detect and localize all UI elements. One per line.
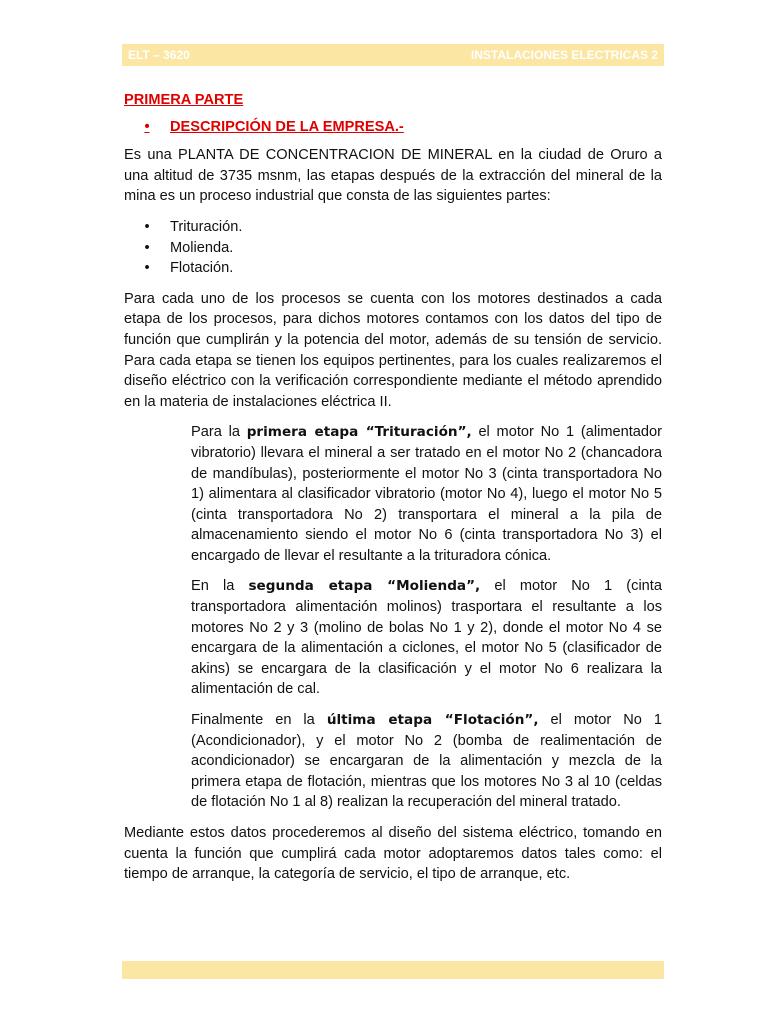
part-heading: PRIMERA PARTE (124, 92, 244, 108)
bullet-icon: • (144, 260, 150, 277)
processes-paragraph: Para cada uno de los procesos se cuenta con los motores destinados a cada etapa de los procesos, para dichos motores contamos con los datos del tipo de función que cumplirán y la potencia del motor, además de su tensión de servicio. Para cada etapa se tienen los equipos pertinentes, para los cuales realizaremos el diseño eléctrico con la verificación correspondiente mediante el método aprendido en la materia de instalaciones eléctrica II. (124, 290, 662, 410)
document-body (124, 90, 662, 895)
closing-paragraph: Mediante estos datos procederemos al diseño del sistema eléctrico, tomando en cuenta la función que cumplirá cada motor adoptaremos datos tales como: el tiempo de arranque, la categoría de servicio, el tipo de arranque, etc. (124, 825, 662, 883)
bullet-icon: • (144, 218, 150, 235)
list-item: • Molienda. (124, 238, 662, 259)
stage3-keyword: última etapa “Flotación”, (326, 712, 539, 729)
stage3-paragraph: Finalmente en la última etapa “Flotación”, el motor No 1 (Acondicionador), y el motor No 2 (bomba de realimentación de acondicionador) se encargaran de la alimentación y mezcla de la primera etapa de flotación, mientras que los motores No 3 al 10 (celdas de flotación No 1 al 8) realizan la recuperación del mineral tratado. (191, 712, 662, 811)
bullet-icon: • (144, 239, 150, 256)
bullet-icon: • (144, 118, 150, 135)
stage2-keyword: segunda etapa “Molienda”, (248, 578, 481, 595)
page-footer (122, 961, 664, 979)
stage1-keyword: primera etapa “Trituración”, (246, 424, 472, 441)
course-code: ELT – 3620 (128, 48, 190, 62)
stage2-paragraph: En la segunda etapa “Molienda”, el motor No 1 (cinta transportadora alimentación molinos) trasportara el resultante a los motores No 2 y 3 (molino de bolas No 1 y 2), donde el motor No 4 se encargara de la alimentación a ciclones, el motor No 5 (clasificador de akins) se encargara de la clasificación y el motor No 6 realizara la alimentación de cal. (191, 578, 662, 698)
list-item: • Flotación. (124, 258, 662, 279)
section-title (124, 117, 662, 138)
course-title: INSTALACIONES ELECTRICAS 2 (470, 48, 658, 62)
intro-paragraph: Es una PLANTA DE CONCENTRACION DE MINERAL en la ciudad de Oruro a una altitud de 3735 msnm, las etapas después de la extracción del mineral de la mina es un proceso industrial que consta de las siguientes partes: (124, 147, 662, 205)
page-header (122, 44, 664, 66)
process-list (124, 217, 662, 279)
section-title-text: DESCRIPCIÓN DE LA EMPRESA.- (170, 118, 404, 135)
list-item: • Trituración. (124, 217, 662, 238)
stage1-paragraph: Para la primera etapa “Trituración”, el motor No 1 (alimentador vibratorio) llevara el mineral a ser tratado en el motor No 2 (chancadora de mandíbulas), posteriormente el motor No 3 (cinta transportadora No 1) alimentara al clasificador vibratorio (motor No 4), luego el motor No 5 (cinta transportadora No 2) transportara el mineral a la pila de almacenamiento siendo el motor No 6 (cinta transportadora No 3) el encargado de llevar el resultante a la trituradora cónica. (191, 424, 663, 564)
